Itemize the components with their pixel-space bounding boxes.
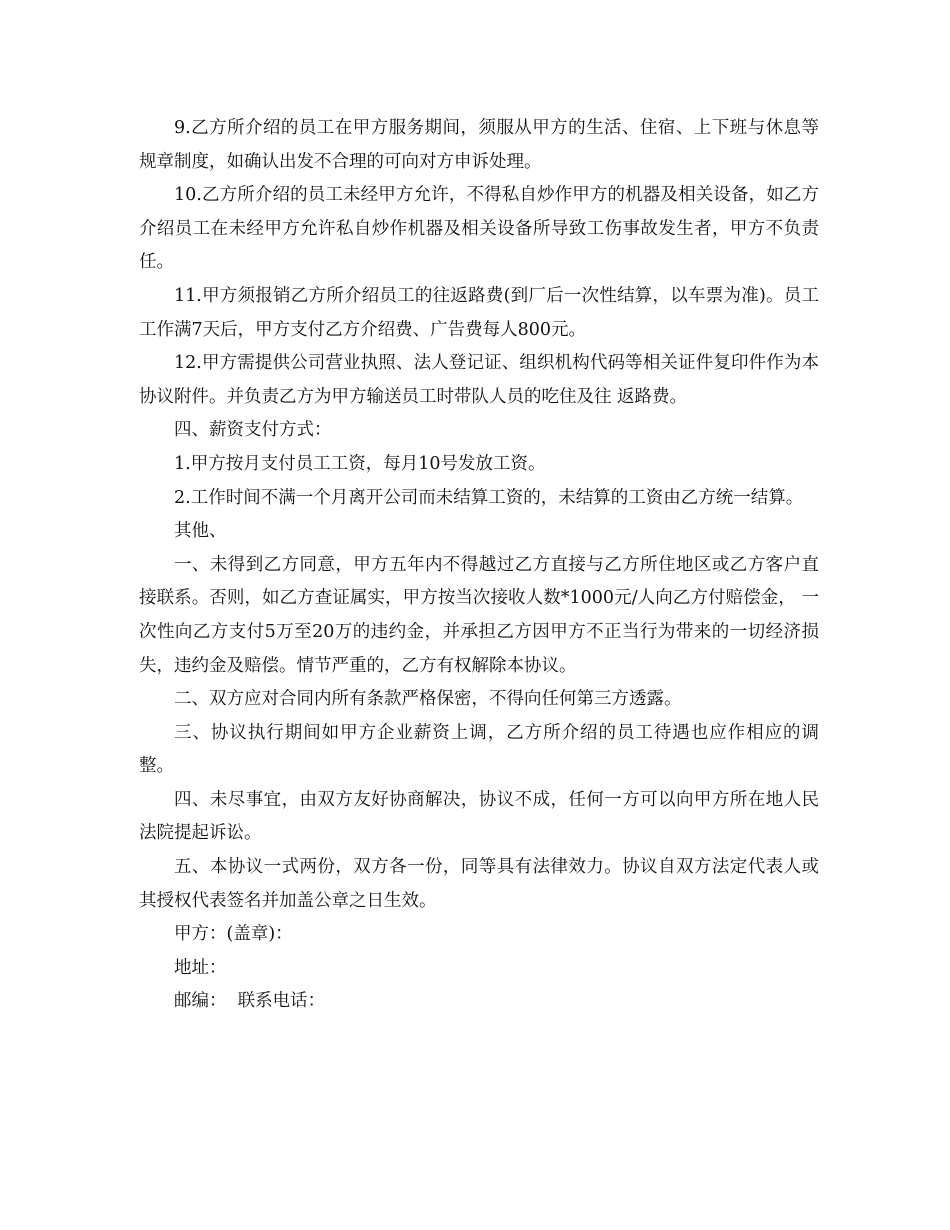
other-clause-1: 一、未得到乙方同意，甲方五年内不得越过乙方直接与乙方所住地区或乙方客户直接联系。否则，如乙方查证属实，甲方按当次接收人数*1000元/人向乙方付赔偿金， 一次性向乙方支付5万至20万的违约金，并承担乙方因甲方不正当行为带来的一切经济损失，违约金及赔偿。情节严重的，乙方有权解除本协议。 [139,554,819,676]
address-line: 地址： [174,957,227,978]
party-a-seal-line: 甲方：(盖章)： [174,924,293,945]
section-heading-salary: 四、薪资支付方式： [174,420,332,441]
clause-12: 12.甲方需提供公司营业执照、法人登记证、组织机构代码等相关证件复印件作为本协议附件。并负责乙方为甲方输送员工时带队人员的吃住及往 返路费。 [139,353,819,407]
salary-clause-2: 2.工作时间不满一个月离开公司而未结算工资的，未结算的工资由乙方统一结算。 [174,487,804,508]
postcode-phone-line: 邮编： 联系电话： [174,991,326,1012]
document-body [139,112,819,1019]
clause-9: 9.乙方所介绍的员工在甲方服务期间，须服从甲方的生活、住宿、上下班与休息等规章制度，如确认出发不合理的可向对方申诉处理。 [139,118,819,172]
clause-10: 10.乙方所介绍的员工未经甲方允许，不得私自炒作甲方的机器及相关设备，如乙方介绍员工在未经甲方允许私自炒作机器及相关设备所导致工伤事故发生者，甲方不负责任。 [139,185,819,273]
clause-11: 11.甲方须报销乙方所介绍员工的往返路费(到厂后一次性结算，以车票为准)。员工工作满7天后，甲方支付乙方介绍费、广告费每人800元。 [139,285,819,340]
salary-clause-1: 1.甲方按月支付员工工资，每月10号发放工资。 [174,453,546,474]
other-clause-3: 三、协议执行期间如甲方企业薪资上调，乙方所介绍的员工待遇也应作相应的调整。 [139,722,819,777]
other-clause-2: 二、双方应对合同内所有条款严格保密，不得向任何第三方透露。 [174,689,682,710]
section-heading-other: 其他、 [174,521,227,542]
other-clause-5: 五、本协议一式两份，双方各一份，同等具有法律效力。协议自双方法定代表人或其授权代表签名并加盖公章之日生效。 [139,857,819,911]
other-clause-4: 四、未尽事宜，由双方友好协商解决，协议不成，任何一方可以向甲方所在地人民法院提起诉讼。 [139,789,819,844]
